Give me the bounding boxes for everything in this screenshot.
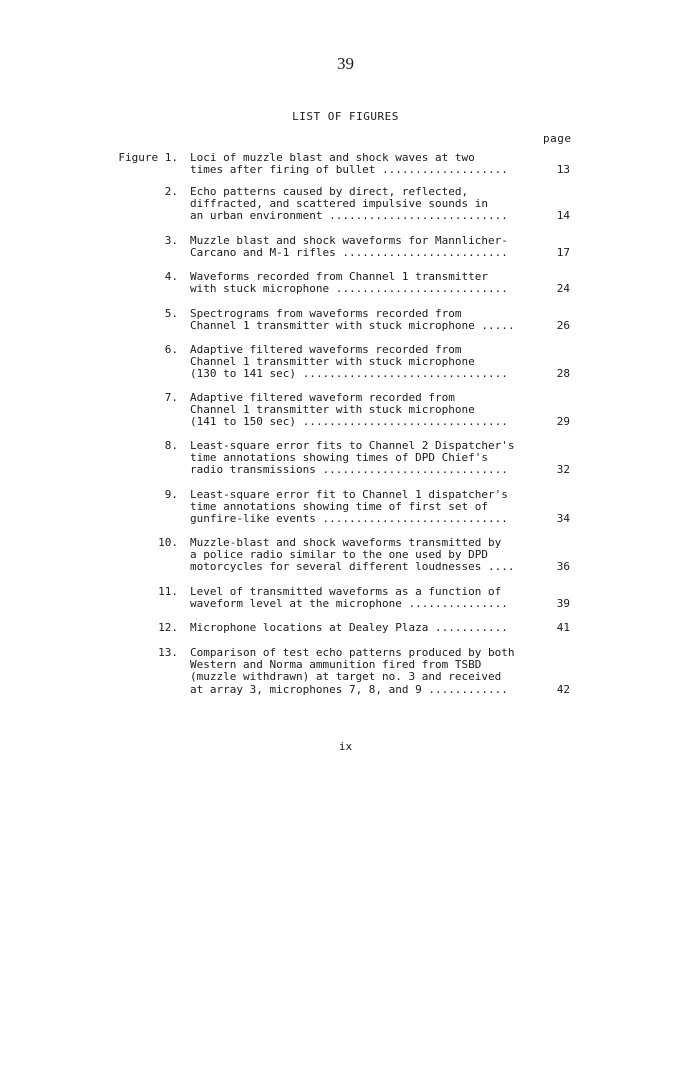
figure-number: Figure 1. — [118, 151, 178, 164]
caption-line: Least-square error fits to Channel 2 Dispatcher's — [190, 439, 515, 452]
figure-caption — [190, 489, 540, 526]
figure-caption — [190, 186, 540, 223]
figure-page-number: 14 — [556, 209, 570, 223]
caption-line: Comparison of test echo patterns produced by both — [190, 646, 515, 659]
figure-caption — [190, 344, 540, 381]
figure-page-number: 39 — [556, 597, 570, 611]
caption-line: an urban environment ........................... — [190, 209, 508, 223]
figure-caption — [190, 235, 540, 259]
figure-page-number: 26 — [556, 319, 570, 333]
page-title: LIST OF FIGURES — [292, 110, 399, 123]
figure-caption — [190, 308, 540, 332]
caption-line: Microphone locations at Dealey Plaza ........... — [190, 621, 508, 634]
figure-number: 3. — [164, 234, 178, 247]
caption-line: Loci of muzzle blast and shock waves at two — [190, 151, 475, 164]
figure-page-number: 28 — [556, 367, 570, 381]
caption-line: time annotations showing time of first set of — [190, 500, 489, 514]
figure-caption — [190, 622, 540, 634]
figure-number: 2. — [164, 185, 178, 198]
caption-line: time annotations showing times of DPD Chief's — [190, 451, 489, 465]
caption-line: Spectrograms from waveforms recorded from — [190, 307, 462, 320]
caption-line: Least-square error fit to Channel 1 dispatcher's — [190, 488, 508, 501]
figure-page-number: 41 — [556, 621, 570, 634]
figure-caption — [190, 586, 540, 610]
figure-page-number: 36 — [556, 560, 570, 574]
figure-number: 5. — [164, 307, 178, 320]
figure-number: 9. — [164, 488, 178, 501]
caption-line: Muzzle blast and shock waveforms for Mannlicher- — [190, 234, 508, 247]
figure-page-number: 13 — [556, 163, 570, 177]
caption-line: (141 to 150 sec) ............................... — [190, 415, 508, 429]
caption-line: a police radio similar to the one used by DPD — [190, 548, 489, 562]
figure-page-number: 29 — [556, 415, 570, 429]
figure-number: 4. — [164, 270, 178, 283]
caption-line: gunfire-like events ............................ — [190, 512, 508, 526]
caption-line: Echo patterns caused by direct, reflected, — [190, 185, 469, 198]
figure-caption — [190, 152, 540, 176]
figure-caption — [190, 271, 540, 295]
page-number: 39 — [337, 54, 354, 73]
caption-line: Level of transmitted waveforms as a function of — [190, 585, 502, 598]
figure-number: 12. — [158, 621, 178, 634]
caption-line: motorcycles for several different loudnesses .... — [190, 560, 515, 574]
caption-line: waveform level at the microphone ............... — [190, 597, 508, 611]
caption-line: with stuck microphone .......................... — [190, 282, 508, 296]
caption-line: at array 3, microphones 7, 8, and 9 ............ — [190, 682, 508, 696]
figure-number: 10. — [158, 536, 178, 549]
caption-line: (130 to 141 sec) ............................... — [190, 367, 508, 381]
caption-line: diffracted, and scattered impulsive sounds in — [190, 197, 489, 211]
caption-line: Adaptive filtered waveforms recorded from — [190, 343, 462, 356]
caption-line: times after firing of bullet ................... — [190, 163, 508, 177]
figure-caption — [190, 647, 540, 696]
figure-page-number: 32 — [556, 463, 570, 477]
figure-caption — [190, 392, 540, 429]
caption-line: Channel 1 transmitter with stuck microphone — [190, 355, 475, 369]
caption-line: radio transmissions ............................ — [190, 463, 508, 477]
caption-line: Channel 1 transmitter with stuck microphone — [190, 403, 475, 417]
figure-number: 13. — [158, 646, 178, 659]
figure-number: 8. — [164, 439, 178, 452]
figure-page-number: 42 — [556, 682, 570, 696]
caption-line: Carcano and M-1 rifles ......................... — [190, 246, 508, 260]
figure-caption — [190, 537, 540, 574]
caption-line: (muzzle withdrawn) at target no. 3 and received — [190, 670, 502, 684]
footer-page-number: ix — [338, 740, 353, 753]
figure-number: 6. — [164, 343, 178, 356]
figure-page-number: 17 — [556, 246, 570, 260]
figure-page-number: 24 — [556, 282, 570, 296]
caption-line: Muzzle-blast and shock waveforms transmitted by — [190, 536, 502, 549]
caption-line: Waveforms recorded from Channel 1 transmitter — [190, 270, 489, 283]
page-column-label: page — [543, 132, 572, 145]
caption-line: Channel 1 transmitter with stuck microphone ..... — [190, 319, 515, 333]
figure-page-number: 34 — [556, 512, 570, 526]
caption-line: Western and Norma ammunition fired from TSBD — [190, 658, 482, 672]
figure-caption — [190, 440, 540, 477]
figure-number: 11. — [158, 585, 178, 598]
caption-line: Adaptive filtered waveform recorded from — [190, 391, 455, 404]
figure-number: 7. — [164, 391, 178, 404]
